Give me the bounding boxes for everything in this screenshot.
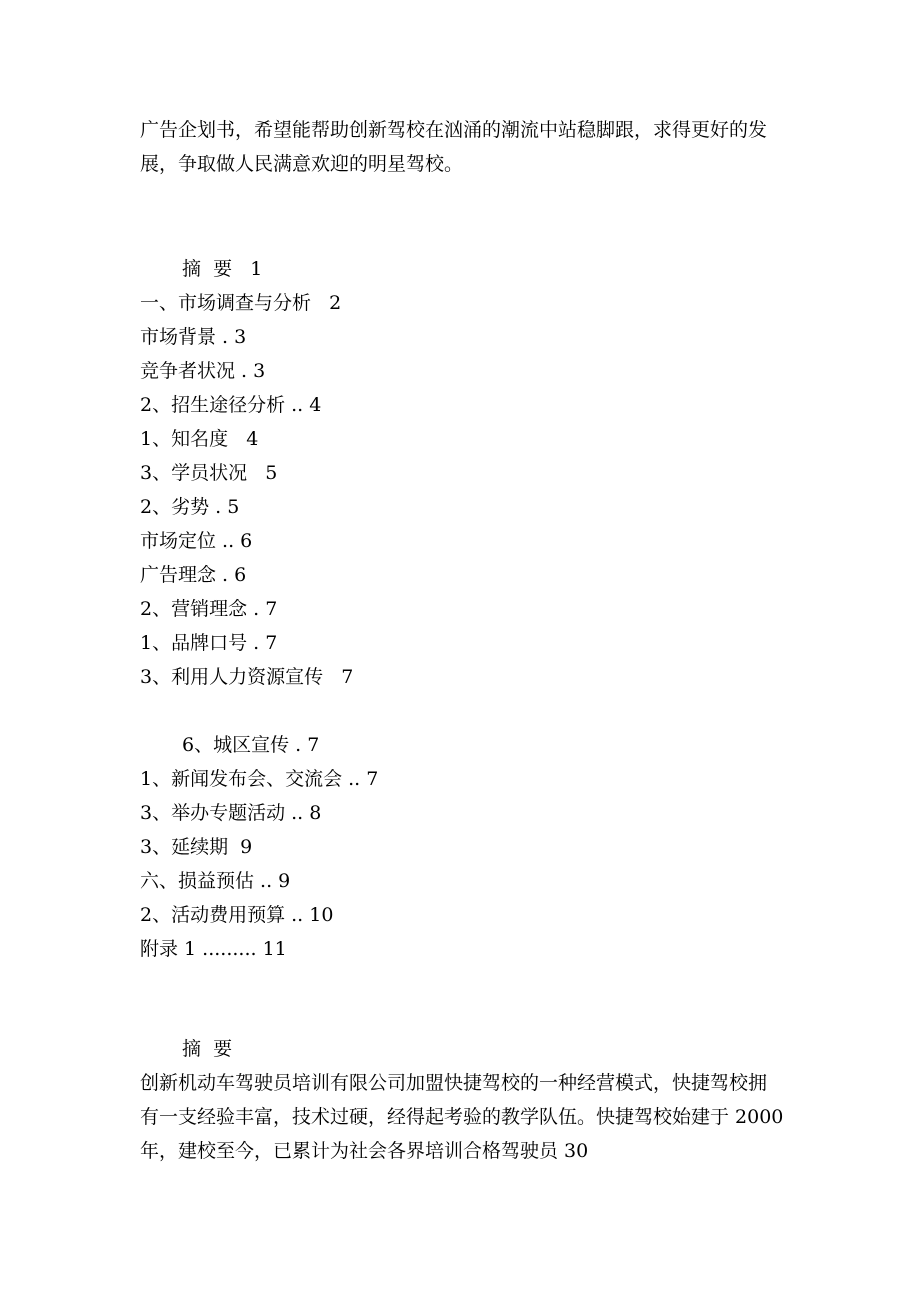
- toc-entry[interactable]: 3、利用人力资源宣传 7: [140, 666, 354, 688]
- toc-entry[interactable]: 附录 1 ......... 11: [140, 938, 287, 960]
- toc-entry[interactable]: 2、劣势 . 5: [140, 496, 240, 518]
- toc-entry[interactable]: 3、举办专题活动 .. 8: [140, 802, 322, 824]
- toc-entry[interactable]: 广告理念 . 6: [140, 564, 247, 586]
- toc-entry[interactable]: 市场定位 .. 6: [140, 530, 253, 552]
- toc-entry[interactable]: 2、招生途径分析 .. 4: [140, 394, 322, 416]
- toc-entry[interactable]: 六、损益预估 .. 9: [140, 870, 291, 892]
- toc-entry[interactable]: 竞争者状况 . 3: [140, 360, 266, 382]
- toc-entry[interactable]: 2、营销理念 . 7: [140, 598, 278, 620]
- summary-paragraph: 创新机动车驾驶员培训有限公司加盟快捷驾校的一种经营模式，快捷驾校拥有一支经验丰富，技术过硬，经得起考验的教学队伍。快捷驾校始建于 2000 年，建校至今，已累计为社会各界培训合格驾驶员 30: [140, 1072, 784, 1162]
- toc-entry[interactable]: 1、新闻发布会、交流会 .. 7: [140, 768, 379, 790]
- toc-entry[interactable]: 6、城区宣传 . 7: [182, 734, 320, 756]
- toc-entry[interactable]: 1、品牌口号 . 7: [140, 632, 278, 654]
- toc-entry[interactable]: 2、活动费用预算 .. 10: [140, 904, 334, 926]
- toc-entry[interactable]: 一、市场调查与分析 2: [140, 292, 342, 314]
- intro-paragraph: 广告企划书，希望能帮助创新驾校在汹涌的潮流中站稳脚跟，求得更好的发展，争取做人民满意欢迎的明星驾校。: [140, 119, 768, 175]
- table-of-contents: [140, 252, 785, 966]
- toc-entry[interactable]: 摘 要 1: [182, 258, 263, 280]
- toc-entry[interactable]: 3、学员状况 5: [140, 462, 278, 484]
- summary-heading: 摘 要: [182, 1038, 233, 1060]
- toc-entry[interactable]: 市场背景 . 3: [140, 326, 247, 348]
- toc-entry[interactable]: 3、延续期 9: [140, 836, 253, 858]
- toc-entry[interactable]: 1、知名度 4: [140, 428, 259, 450]
